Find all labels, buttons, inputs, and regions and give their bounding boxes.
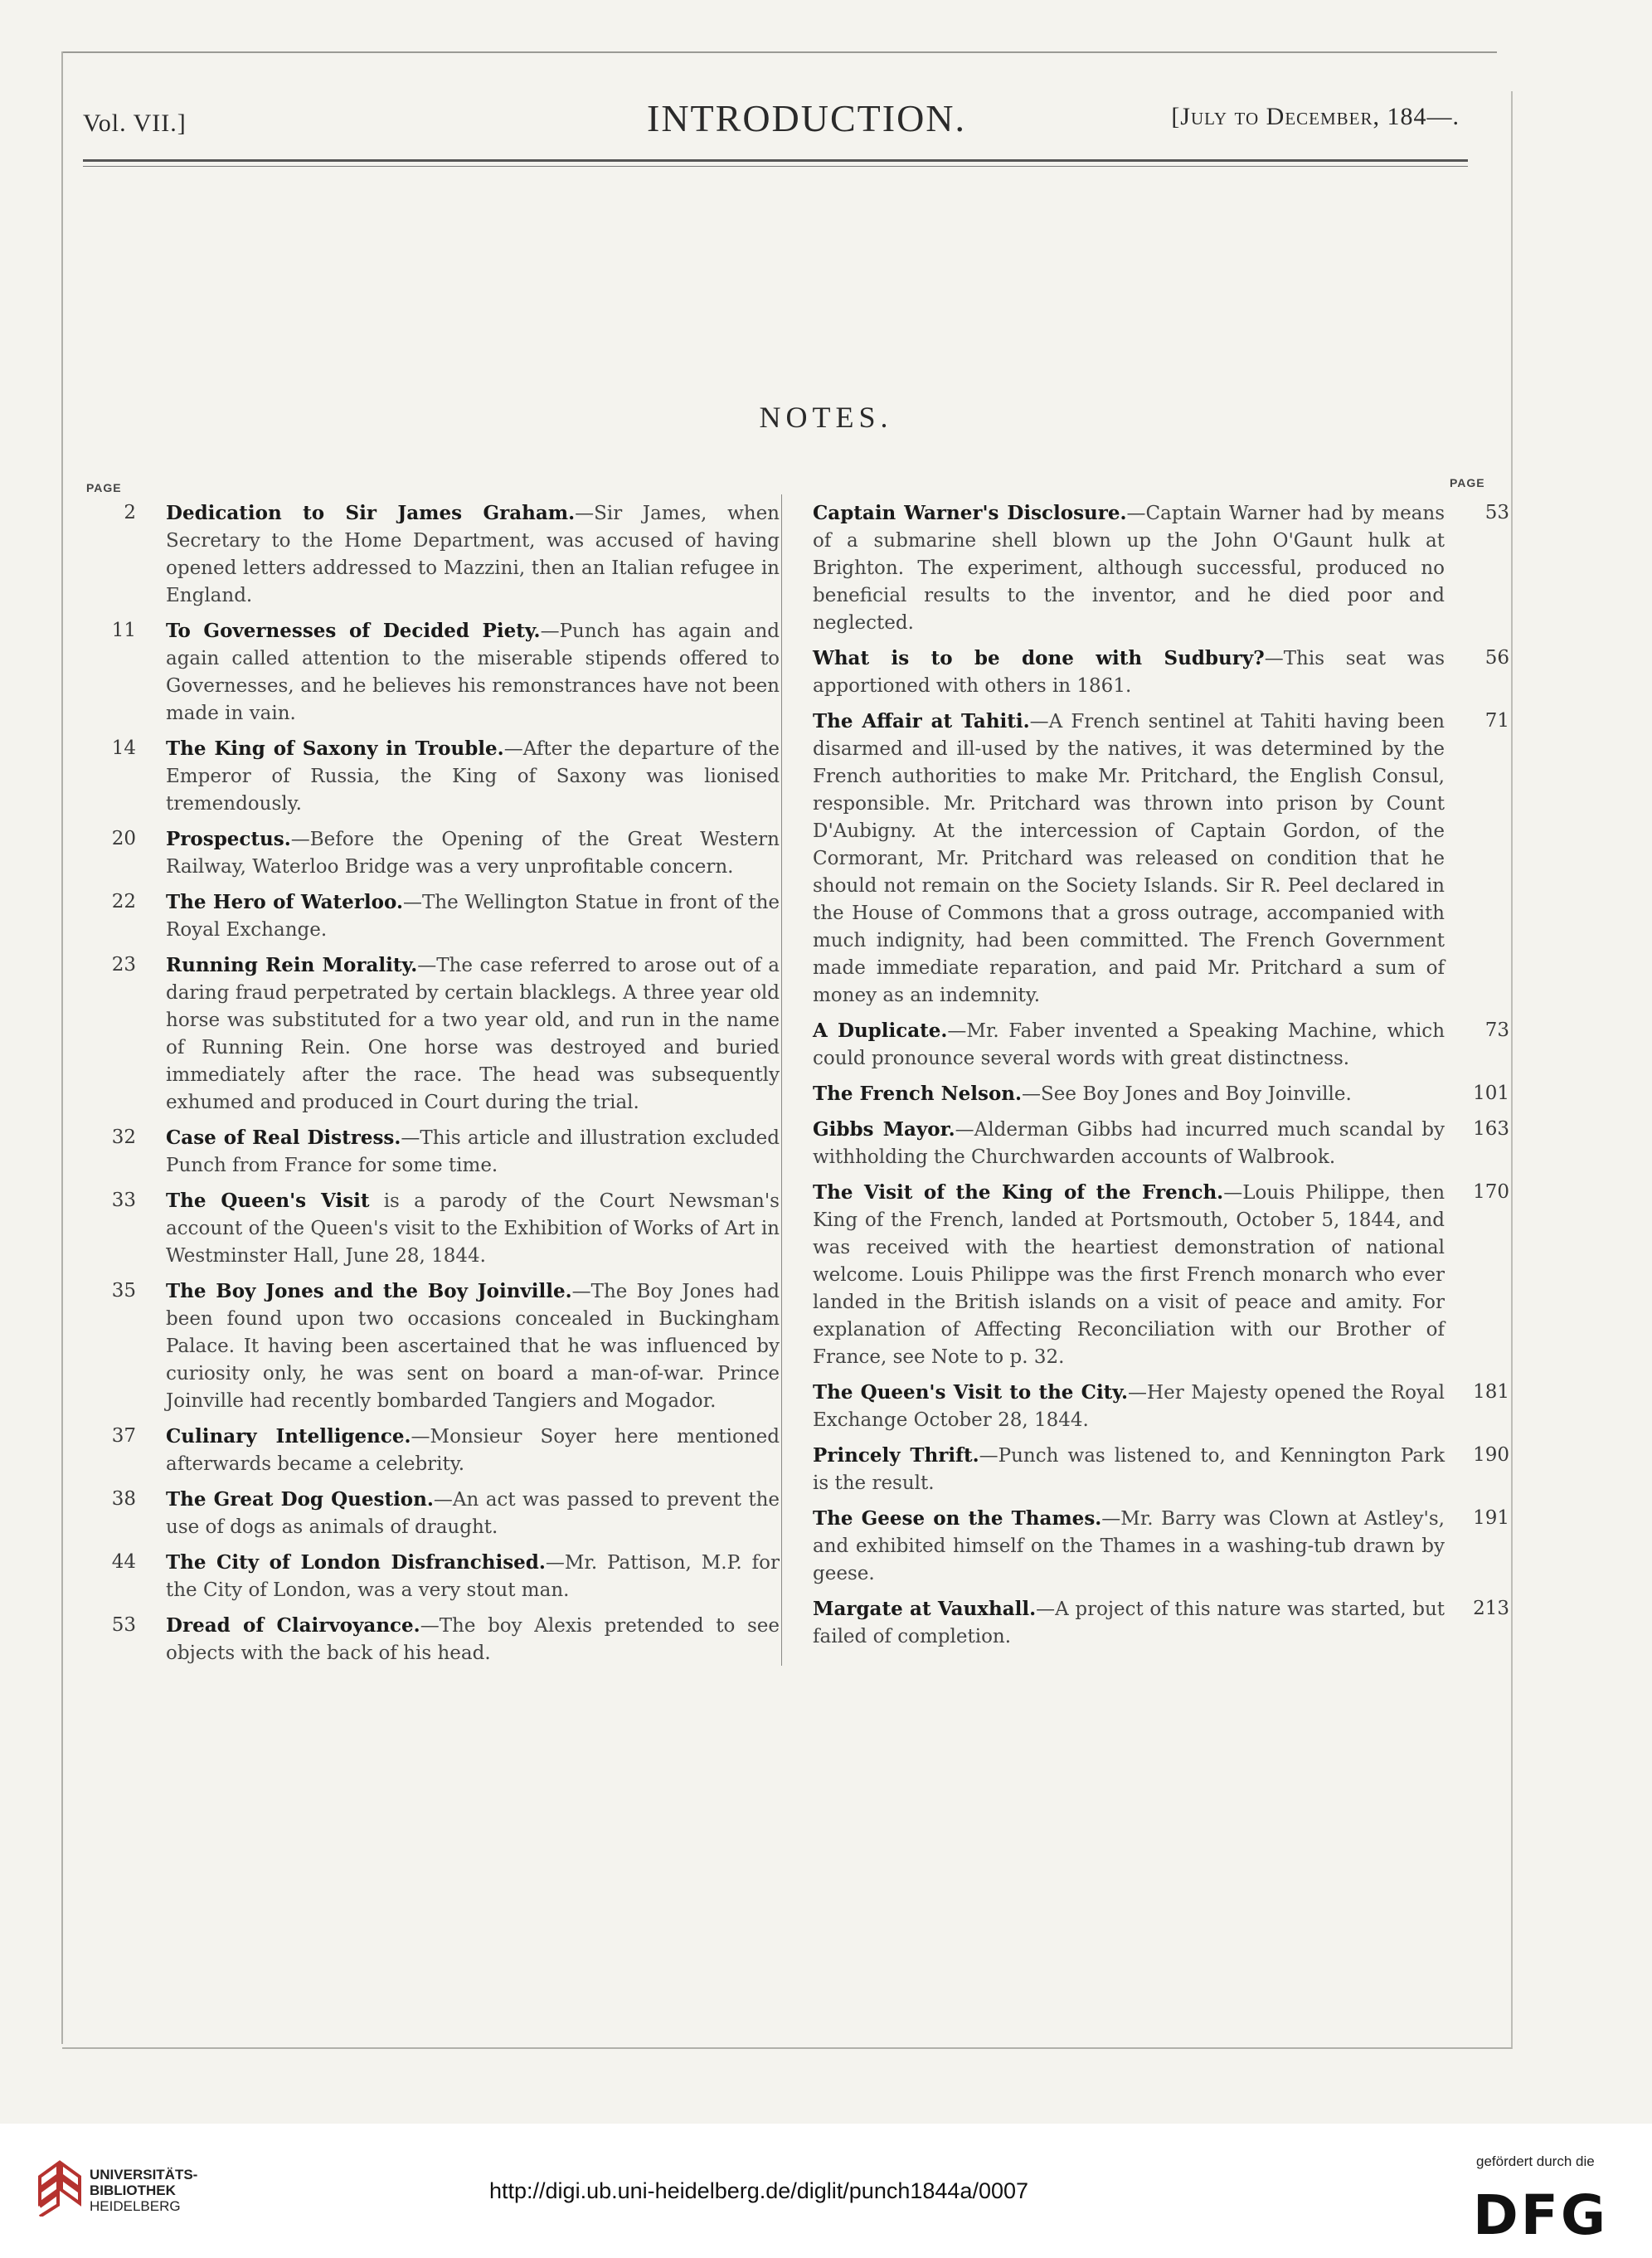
note-text: —Louis Philippe, then King of the French, landed at Portsmouth, October 5, 1844, and was received with the heartiest demonstration of national welcome. Louis Philippe was the first French monarch who ever landed in the British islands on a visit of peace and amity. For explanation of Affecting Reconciliation with our Brother of France, see Note to p. 32. — [813, 1182, 1446, 1368]
note-page-number: 35 — [111, 1280, 136, 1302]
header-rule-thick — [83, 159, 1468, 162]
note-entry — [83, 1612, 780, 1667]
note-entry — [813, 645, 1509, 700]
note-entry — [83, 1423, 780, 1478]
note-text: —After the departure of the Emperor of Russia, the King of Saxony was lionised tremendously. — [166, 738, 780, 815]
note-entry — [813, 1080, 1509, 1108]
note-page-number: 190 — [1473, 1444, 1509, 1466]
note-entry — [83, 1124, 780, 1180]
note-text: —The Boy Jones had been found upon two occasions concealed in Buckingham Palace. It having been ascertained that he was influenced by curiosity only, he was sent on board a man-of-war. Prince Joinville had recently bombarded Tangiers and Mogador. — [166, 1281, 780, 1412]
note-heading: The Queen's Visit to the City. — [813, 1381, 1129, 1404]
note-text: —Mr. Pattison, M.P. for the City of London, was a very stout man. — [166, 1552, 780, 1601]
note-page-number: 191 — [1473, 1507, 1509, 1529]
note-text: —Mr. Faber invented a Speaking Machine, which could pronounce several words with great distinctness. — [813, 1020, 1446, 1069]
note-entry — [83, 825, 780, 881]
note-text: —Punch has again and again called attention to the miserable stipends offered to Governesses, and he believes his remonstrances have not been made in vain. — [166, 620, 780, 724]
note-page-number: 11 — [111, 620, 136, 641]
note-entry — [83, 1486, 780, 1541]
source-url-link[interactable]: http://digi.ub.uni-heidelberg.de/diglit/punch1844a/0007 — [489, 2178, 1029, 2203]
note-page-number: 73 — [1484, 1020, 1509, 1041]
note-page-number: 101 — [1473, 1083, 1509, 1104]
library-name-line: HEIDELBERG — [90, 2198, 181, 2214]
note-page-number: 32 — [111, 1127, 136, 1148]
frame-rule-right — [1511, 91, 1513, 2049]
note-entry — [83, 1549, 780, 1604]
note-entry — [813, 499, 1509, 637]
note-page-number: 170 — [1473, 1181, 1509, 1203]
note-text: —Mr. Barry was Clown at Astley's, and exhibited himself on the Thames in a washing-tub drawn by geese. — [813, 1508, 1445, 1584]
note-page-number: 38 — [111, 1488, 136, 1510]
dfg-logo: DFG — [1473, 2183, 1609, 2247]
note-page-number: 163 — [1473, 1118, 1509, 1140]
note-heading: The Great Dog Question. — [166, 1488, 434, 1511]
note-entry — [83, 1277, 780, 1415]
note-heading: To Governesses of Decided Piety. — [166, 620, 541, 642]
library-name — [90, 2167, 197, 2214]
note-text: —The boy Alexis pretended to see objects with the back of his head. — [166, 1615, 780, 1664]
note-text: —Punch was listened to, and Kennington Park is the result. — [813, 1445, 1446, 1494]
note-page-number: 181 — [1473, 1381, 1509, 1403]
note-heading: The Boy Jones and the Boy Joinville. — [166, 1280, 572, 1302]
note-entry — [83, 888, 780, 944]
note-text: —A French sentinel at Tahiti having been disarmed and ill-used by the natives, it was determined by the French authorities to make Mr. Pritchard, the English Consul, responsible. Mr. Pritchard was thrown into prison by Count D'Aubigny. At the intercession of Captain Gordon, of the Cormorant, Mr. Pritchard was released on condition that he should not remain on the Society Islands. Sir R. Peel declared in the House of Commons that a gross outrage, accompanied with much indignity, had been committed. The French Government made immediate reparation, and paid Mr. Pritchard a sum of money as an indemnity. — [813, 711, 1445, 1006]
note-heading: What is to be done with Sudbury? — [813, 647, 1265, 669]
note-heading: Prospectus. — [166, 828, 291, 850]
note-entry — [813, 1379, 1509, 1434]
note-page-number: 2 — [124, 502, 136, 523]
notes-column-right — [813, 499, 1509, 1658]
note-entry — [813, 1017, 1509, 1073]
notes-title: NOTES. — [759, 401, 893, 434]
note-entry — [813, 708, 1509, 1010]
note-page-number: 23 — [111, 954, 136, 976]
note-heading: Case of Real Distress. — [166, 1127, 401, 1149]
note-heading: Princely Thrift. — [813, 1444, 979, 1467]
note-entry — [83, 1187, 780, 1270]
library-name-line: BIBLIOTHEK — [90, 2183, 176, 2198]
frame-rule-top — [62, 51, 1497, 53]
note-page-number: 14 — [111, 737, 136, 759]
note-heading: The King of Saxony in Trouble. — [166, 737, 504, 760]
note-heading: Gibbs Mayor. — [813, 1118, 955, 1141]
note-text: —Sir James, when Secretary to the Home Department, was accused of having opened letters addressed to Mazzini, then an Italian refugee in England. — [166, 503, 780, 606]
note-entry — [83, 951, 780, 1117]
note-entry — [813, 1595, 1509, 1651]
notes-column-left — [83, 499, 780, 1675]
note-page-number: 20 — [111, 828, 136, 849]
note-entry — [813, 1442, 1509, 1497]
note-heading: The French Nelson. — [813, 1083, 1023, 1105]
note-heading: Captain Warner's Disclosure. — [813, 502, 1127, 524]
column-divider — [781, 494, 782, 1666]
note-page-number: 22 — [111, 891, 136, 912]
page-column-label-left: PAGE — [86, 481, 122, 494]
library-logo-icon — [33, 2158, 86, 2217]
note-text: —The Wellington Statue in front of the Royal Exchange. — [166, 892, 780, 941]
note-page-number: 53 — [111, 1614, 136, 1636]
note-heading: The Visit of the King of the French. — [813, 1181, 1224, 1204]
note-heading: A Duplicate. — [813, 1020, 948, 1042]
header-rule-thin — [83, 166, 1468, 167]
page-column-label-right: PAGE — [1450, 476, 1485, 489]
note-heading: The City of London Disfranchised. — [166, 1551, 546, 1574]
note-text: —A project of this nature was started, but failed of completion. — [813, 1599, 1445, 1647]
running-head — [83, 93, 1460, 143]
note-entry — [813, 1116, 1509, 1171]
note-text: —An act was passed to prevent the use of dogs as animals of draught. — [166, 1489, 780, 1538]
note-text: —Her Majesty opened the Royal Exchange October 28, 1844. — [813, 1382, 1445, 1431]
note-text: —The case referred to arose out of a daring fraud perpetrated by certain blacklegs. A three year old horse was substituted for a two year old, and run in the name of Running Rein. One horse was destroyed and buried immediately after the race. The head was subsequently exhumed and produced in Court during the trial. — [166, 955, 780, 1113]
note-text: —Monsieur Soyer here mentioned afterwards became a celebrity. — [166, 1426, 780, 1475]
note-heading: Dread of Clairvoyance. — [166, 1614, 420, 1637]
note-text: —This seat was apportioned with others in 1861. — [813, 648, 1445, 697]
note-page-number: 213 — [1473, 1598, 1509, 1619]
note-entry — [813, 1179, 1509, 1371]
footer-bar — [0, 2124, 1652, 2258]
note-heading: The Geese on the Thames. — [813, 1507, 1102, 1530]
frame-rule-bottom — [62, 2047, 1512, 2049]
note-heading: Margate at Vauxhall. — [813, 1598, 1037, 1620]
note-heading: The Queen's Visit — [166, 1190, 370, 1212]
note-heading: Dedication to Sir James Graham. — [166, 502, 576, 524]
note-heading: The Hero of Waterloo. — [166, 891, 403, 913]
note-text: is a parody of the Court Newsman's account of the Queen's visit to the Exhibition of Works of Art in Westminster Hall, June 28, 1844. — [166, 1190, 780, 1267]
note-heading: Running Rein Morality. — [166, 954, 418, 976]
note-text: —Before the Opening of the Great Western Railway, Waterloo Bridge was a very unprofitable concern. — [166, 829, 780, 878]
note-page-number: 33 — [111, 1190, 136, 1211]
library-name-line: UNIVERSITÄTS- — [90, 2167, 198, 2183]
date-range: [July to December, 184—. — [1171, 103, 1460, 130]
note-heading: The Affair at Tahiti. — [813, 710, 1030, 732]
note-entry — [83, 617, 780, 728]
note-entry — [83, 735, 780, 818]
note-page-number: 37 — [111, 1425, 136, 1447]
note-heading: Culinary Intelligence. — [166, 1425, 411, 1448]
note-text: —See Boy Jones and Boy Joinville. — [1022, 1083, 1352, 1105]
note-page-number: 44 — [111, 1551, 136, 1573]
note-entry — [83, 499, 780, 610]
note-text: —This article and illustration excluded Punch from France for some time. — [166, 1127, 780, 1176]
funding-label: gefördert durch die — [1476, 2153, 1595, 2169]
note-page-number: 71 — [1484, 710, 1509, 732]
note-entry — [813, 1505, 1509, 1588]
frame-rule-left — [61, 51, 63, 2044]
note-text: —Alderman Gibbs had incurred much scandal by withholding the Churchwarden accounts of Walbrook. — [813, 1119, 1445, 1168]
note-text: —Captain Warner had by means of a submarine shell blown up the John O'Gaunt hulk at Brighton. The experiment, although successful, produced no beneficial results to the inventor, and he died poor and neglected. — [813, 503, 1446, 634]
note-page-number: 56 — [1484, 647, 1509, 669]
volume-label: Vol. VII.] — [83, 109, 187, 137]
note-page-number: 53 — [1484, 502, 1509, 523]
section-title: INTRODUCTION. — [647, 97, 967, 139]
